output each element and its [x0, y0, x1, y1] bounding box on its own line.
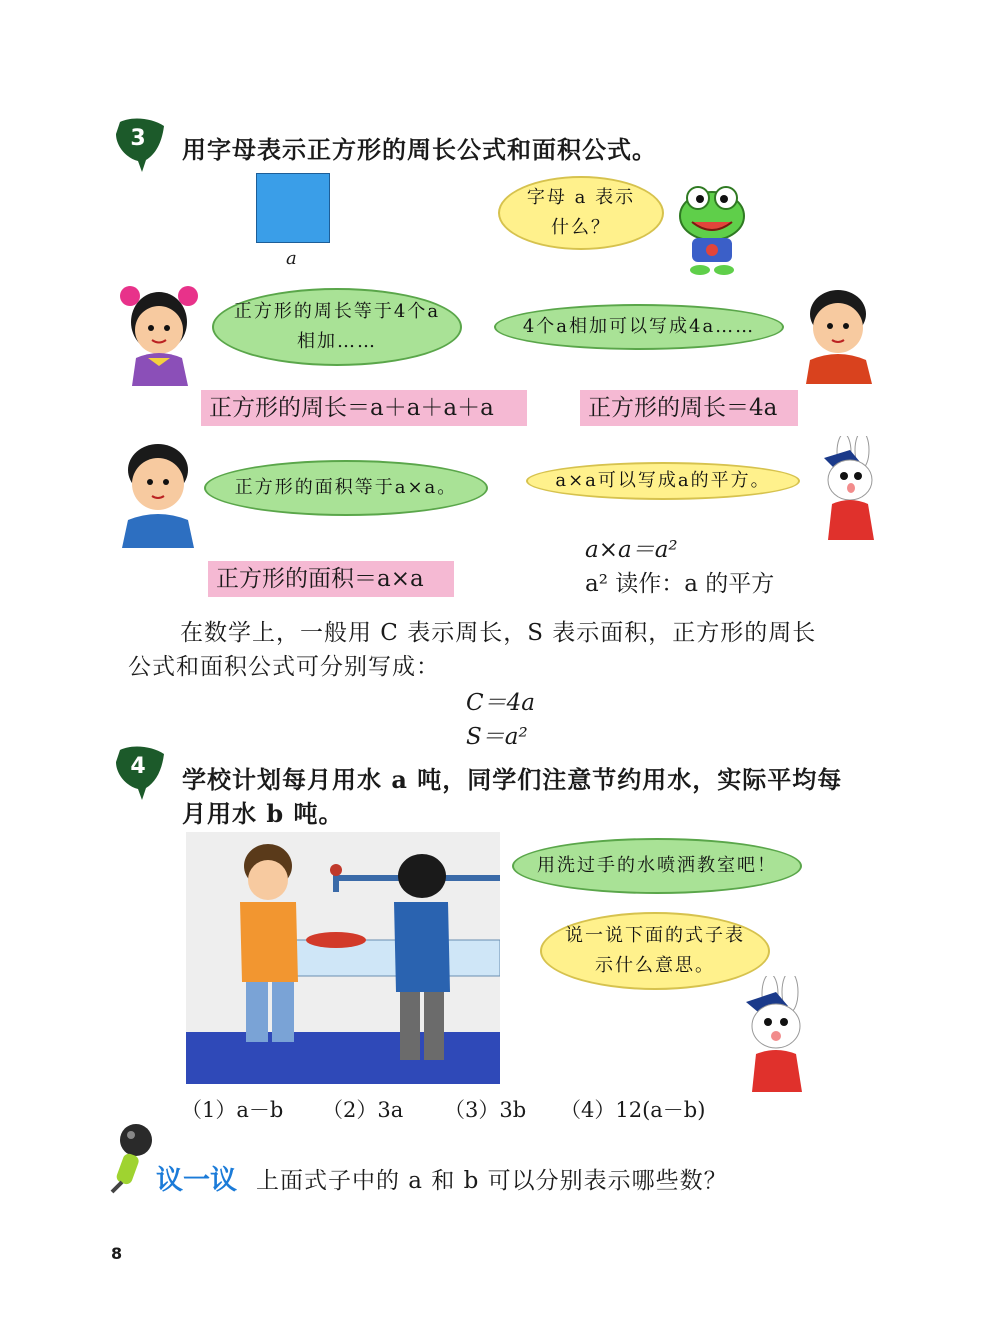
- perimeter-formula-c: C＝4a: [466, 690, 535, 716]
- rabbit-speech-bubble-1: [526, 462, 800, 500]
- expression-2: （2）3a: [322, 1098, 404, 1122]
- boy-speech-bubble-1: [494, 304, 784, 350]
- expression-3: （3）3b: [444, 1098, 527, 1122]
- problem-4-title-line-1: 学校计划每月用水 a 吨，同学们注意节约用水，实际平均每: [182, 765, 843, 794]
- expression-1: （1）a－b: [181, 1098, 284, 1122]
- discuss-label: 议一议: [156, 1165, 237, 1196]
- washing-hands-illustration: [186, 832, 500, 1084]
- square-expression: a×a＝a²: [585, 537, 678, 563]
- kids-speech-bubble: [512, 838, 802, 894]
- area-formula-s: S＝a²: [466, 724, 528, 750]
- problem-4-title-line-2: 月用水 b 吨。: [182, 799, 344, 828]
- girl-character-illustration: [118, 278, 200, 386]
- perimeter-product-formula: 正方形的周长＝4a: [580, 390, 798, 426]
- page-number: 8: [111, 1244, 123, 1263]
- rabbit-bubble-2-text: 说一说下面的式子表示什么意思。: [565, 925, 745, 976]
- girl-speech-bubble: [212, 288, 462, 366]
- blue-square-figure: [256, 173, 330, 243]
- leaf-number-badge-4: [112, 744, 170, 802]
- problem-number: 4: [130, 754, 146, 779]
- square-reading: a² 读作：a 的平方: [585, 571, 775, 597]
- problem-3-title: 用字母表示正方形的周长公式和面积公式。: [182, 135, 657, 164]
- paragraph-line-2: 公式和面积公式可分别写成：: [128, 654, 440, 680]
- discuss-question: 上面式子中的 a 和 b 可以分别表示哪些数？: [256, 1168, 728, 1194]
- boy-character-illustration-1: [796, 284, 880, 384]
- square-side-label: a: [286, 248, 297, 269]
- frog-character-illustration: [676, 180, 748, 276]
- kids-bubble-text: 用洗过手的水喷洒教室吧！: [537, 855, 777, 876]
- rabbit-bubble-text: a×a可以写成a的平方。: [555, 470, 771, 491]
- boy2-speech-bubble: [204, 460, 488, 516]
- perimeter-sum-formula: 正方形的周长＝a＋a＋a＋a: [201, 390, 527, 426]
- microphone-icon: [104, 1120, 162, 1196]
- problem-number: 3: [130, 126, 146, 151]
- girl-bubble-text: 正方形的周长等于4个a相加……: [233, 301, 441, 352]
- boy-character-illustration-2: [116, 436, 200, 548]
- boy2-bubble-text: 正方形的面积等于a×a。: [234, 477, 458, 498]
- rabbit-character-illustration-2: [736, 976, 816, 1092]
- leaf-number-badge-3: [112, 116, 170, 174]
- rabbit-character-illustration-1: [814, 436, 886, 540]
- area-formula: 正方形的面积＝a×a: [208, 561, 454, 597]
- paragraph-line-1: 在数学上，一般用 C 表示周长，S 表示面积，正方形的周长: [180, 620, 817, 646]
- expression-4: （4）12(a－b): [560, 1098, 706, 1122]
- boy1-bubble-text: 4个a相加可以写成4a……: [522, 316, 756, 337]
- frog-speech-bubble: [498, 176, 664, 250]
- frog-bubble-text: 字母 a 表示什么？: [526, 187, 636, 238]
